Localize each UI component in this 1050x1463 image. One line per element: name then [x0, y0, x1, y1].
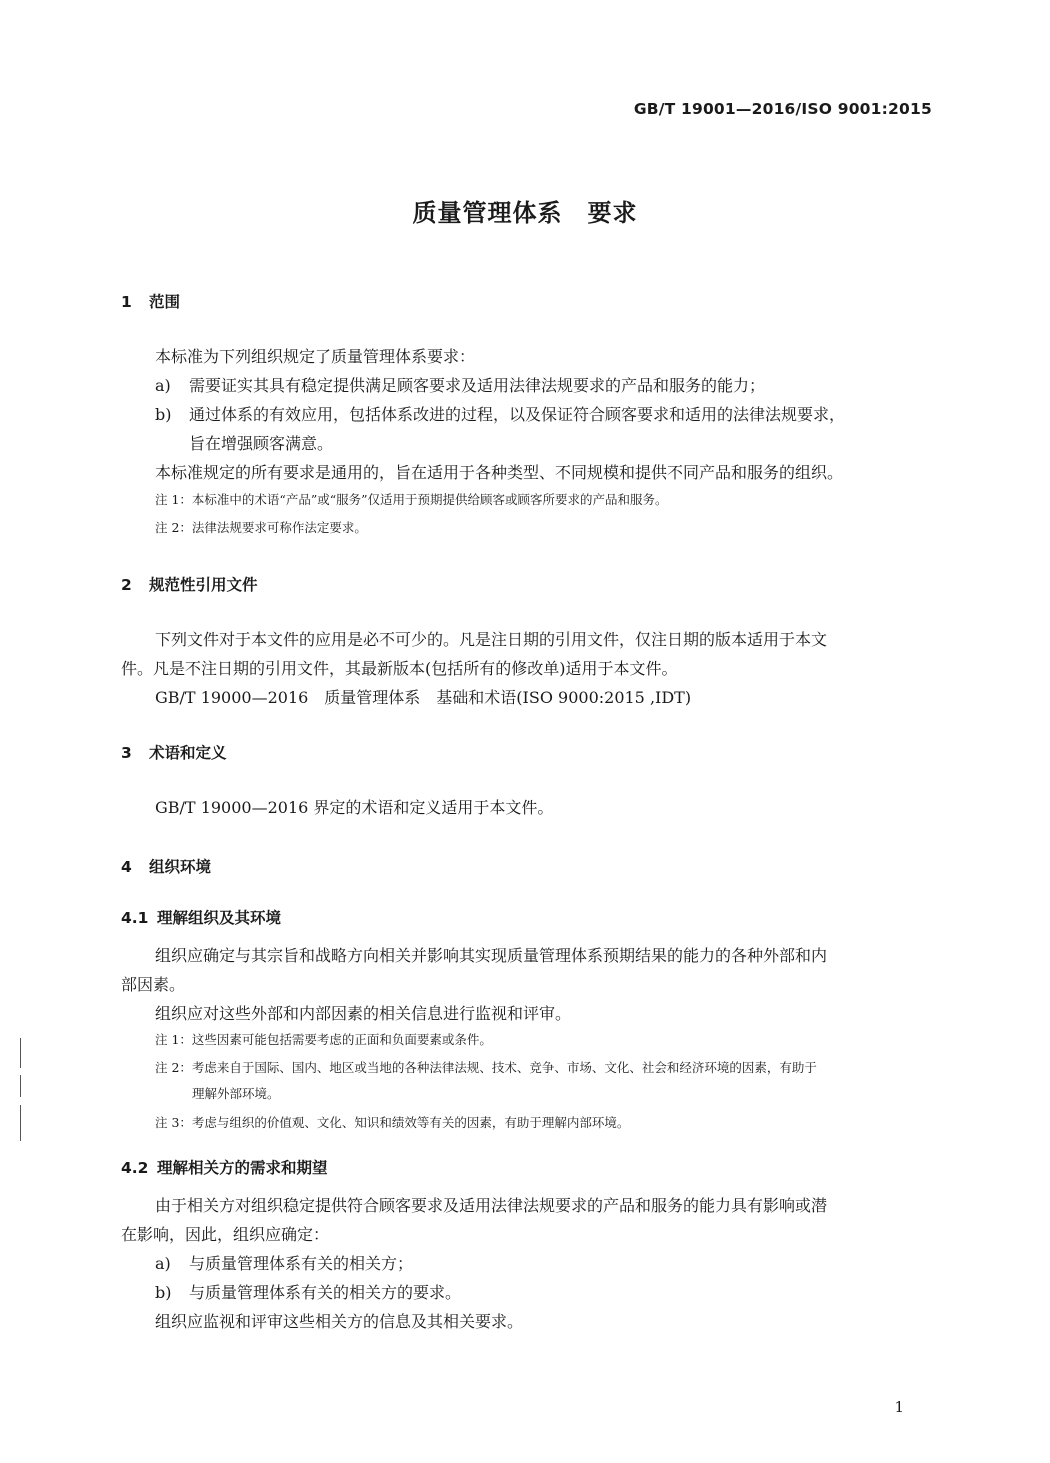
- s2-para-line1: 下列文件对于本文件的应用是必不可少的。凡是注日期的引用文件，仅注日期的版本适用于本文: [155, 630, 828, 649]
- s4-1-note-3: 注 3：考虑与组织的价值观、文化、知识和绩效等有关的因素，有助于理解内部环境。: [155, 1115, 630, 1130]
- section-heading-3: [121, 741, 227, 763]
- s1-item-b: [155, 401, 845, 429]
- item-text: 与质量管理体系有关的相关方；: [189, 1254, 414, 1273]
- item-label: a): [155, 376, 171, 395]
- item-text: 需要证实其具有稳定提供满足顾客要求及适用法律法规要求的产品和服务的能力；: [189, 376, 766, 395]
- item-label: a): [155, 1254, 171, 1273]
- section-number: 2: [121, 576, 132, 594]
- section-title: 理解相关方的需求和期望: [157, 1159, 328, 1177]
- s4-2-para2: 组织应监视和评审这些相关方的信息及其相关要求。: [155, 1312, 524, 1331]
- section-title: 范围: [149, 293, 181, 311]
- section-heading-4: [121, 855, 211, 877]
- s3-para: GB/T 19000—2016 界定的术语和定义适用于本文件。: [155, 798, 554, 817]
- section-number: 4.2: [121, 1159, 149, 1177]
- section-title: 规范性引用文件: [149, 576, 258, 594]
- section-heading-4-1: [121, 906, 281, 928]
- s1-item-a: [155, 372, 765, 400]
- s4-1-para2: 组织应对这些外部和内部因素的相关信息进行监视和评审。: [155, 1004, 572, 1023]
- s1-intro: 本标准为下列组织规定了质量管理体系要求：: [155, 347, 476, 366]
- s4-1-para1-line1: 组织应确定与其宗旨和战略方向相关并影响其实现质量管理体系预期结果的能力的各种外部和内: [155, 946, 828, 965]
- s4-2-item-b: [155, 1279, 461, 1307]
- section-title: 组织环境: [149, 858, 212, 876]
- s4-1-note-1: 注 1：这些因素可能包括需要考虑的正面和负面要素或条件。: [155, 1032, 492, 1047]
- s4-2-para1-line1: 由于相关方对组织稳定提供符合顾客要求及适用法律法规要求的产品和服务的能力具有影响或潜: [155, 1196, 828, 1215]
- section-title: 理解组织及其环境: [157, 909, 282, 927]
- s2-para-line2: 件。凡是不注日期的引用文件，其最新版本(包括所有的修改单)适用于本文件。: [121, 659, 678, 678]
- margin-mark: [20, 1075, 21, 1097]
- s1-closing: 本标准规定的所有要求是通用的，旨在适用于各种类型、不同规模和提供不同产品和服务的组织。: [155, 463, 844, 482]
- section-heading-4-2: [121, 1156, 328, 1178]
- s4-1-para1-line2: 部因素。: [121, 975, 186, 994]
- margin-mark: [20, 1105, 21, 1141]
- s1-item-b-cont: 旨在增强顾客满意。: [189, 434, 334, 453]
- section-number: 1: [121, 293, 132, 311]
- s4-2-para1-line2: 在影响，因此，组织应确定：: [121, 1225, 330, 1244]
- item-label: b): [155, 1283, 172, 1302]
- section-title: 术语和定义: [149, 744, 227, 762]
- s1-note-1: 注 1：本标准中的术语“产品”或“服务”仅适用于预期提供给顾客或顾客所要求的产品和服务。: [155, 492, 668, 507]
- page-number: 1: [894, 1398, 904, 1416]
- item-label: b): [155, 405, 172, 424]
- section-heading-1: [121, 290, 180, 312]
- section-number: 3: [121, 744, 132, 762]
- s4-1-note-2-cont: 理解外部环境。: [192, 1086, 280, 1101]
- s1-note-2: 注 2：法律法规要求可称作法定要求。: [155, 520, 367, 535]
- item-text: 与质量管理体系有关的相关方的要求。: [189, 1283, 462, 1302]
- s2-reference: GB/T 19000—2016 质量管理体系 基础和术语(ISO 9000:2015 ,IDT): [155, 688, 692, 707]
- margin-mark: [20, 1038, 21, 1068]
- document-title: 质量管理体系 要求: [412, 199, 638, 227]
- s4-1-note-2: 注 2：考虑来自于国际、国内、地区或当地的各种法律法规、技术、竞争、市场、文化、社会和经济环境的因素，有助于: [155, 1060, 817, 1075]
- standard-code: GB/T 19001—2016/ISO 9001:2015: [633, 100, 932, 118]
- s4-2-item-a: [155, 1250, 413, 1278]
- section-heading-2: [121, 573, 258, 595]
- item-text: 通过体系的有效应用，包括体系改进的过程，以及保证符合顾客要求和适用的法律法规要求，: [189, 405, 846, 424]
- section-number: 4.1: [121, 909, 149, 927]
- section-number: 4: [121, 858, 132, 876]
